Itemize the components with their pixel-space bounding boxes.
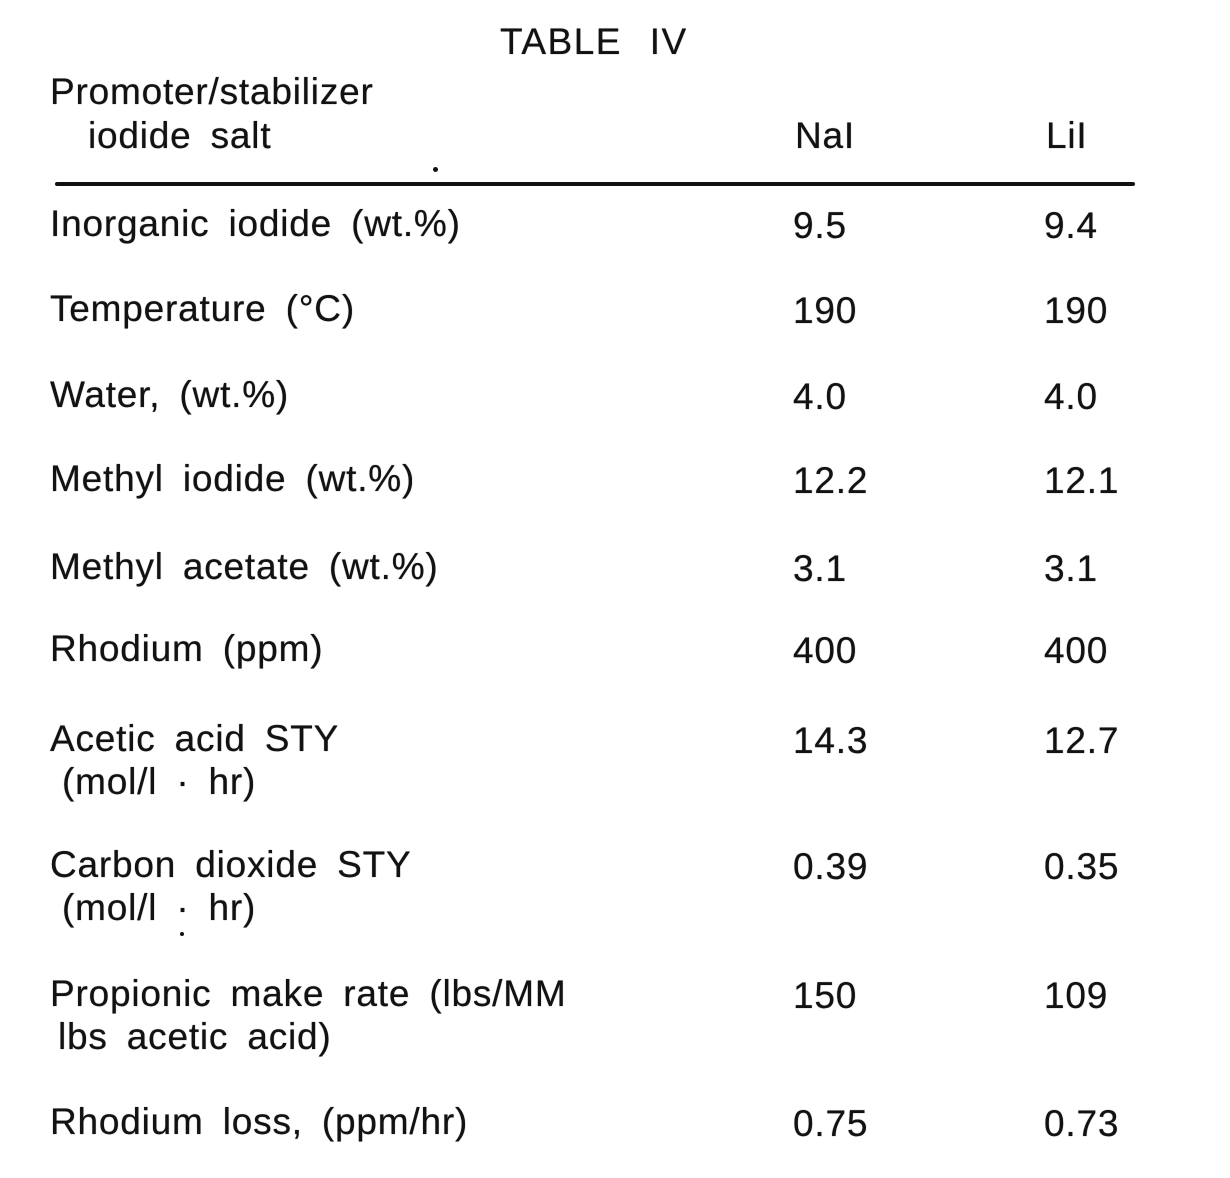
table-row xyxy=(0,287,1230,330)
row-label: Rhodium loss, (ppm/hr) xyxy=(50,1101,469,1142)
row-label: Methyl iodide (wt.%) xyxy=(50,458,416,499)
table-header-rule xyxy=(55,182,1135,186)
cell-value-nai: 3.1 xyxy=(793,548,847,589)
cell-value-nai: 14.3 xyxy=(793,720,869,761)
cell-value-nai: 150 xyxy=(793,975,858,1016)
column-headers xyxy=(0,115,1230,160)
table-row xyxy=(0,717,1230,803)
cell-value-nai: 9.5 xyxy=(793,205,847,246)
row-label: Carbon dioxide STY xyxy=(50,844,412,885)
cell-value-lii: 3.1 xyxy=(1044,548,1098,589)
row-label: Propionic make rate (lbs/MM xyxy=(50,973,567,1014)
cell-value-lii: 12.7 xyxy=(1044,720,1120,761)
row-label: Water, (wt.%) xyxy=(50,374,290,415)
stub-header-line1: Promoter/stabilizer xyxy=(50,71,374,112)
column-header-lii: LiI xyxy=(1046,115,1088,156)
table-row xyxy=(0,202,1230,245)
cell-value-lii: 4.0 xyxy=(1044,376,1098,417)
table-row xyxy=(0,373,1230,416)
row-label: Acetic acid STY xyxy=(50,718,340,759)
row-label-line2: (mol/l · hr) xyxy=(62,887,257,928)
cell-value-lii: 9.4 xyxy=(1044,205,1098,246)
cell-value-lii: 109 xyxy=(1044,975,1109,1016)
cell-value-lii: 0.35 xyxy=(1044,846,1120,887)
scan-artifact-dot xyxy=(433,167,438,172)
cell-value-lii: 12.1 xyxy=(1044,460,1120,501)
row-label-line2: (mol/l · hr) xyxy=(62,761,257,802)
table-row xyxy=(0,545,1230,588)
row-label: Methyl acetate (wt.%) xyxy=(50,546,439,587)
cell-value-nai: 190 xyxy=(793,290,858,331)
stub-header-line2: iodide salt xyxy=(88,115,272,156)
cell-value-nai: 400 xyxy=(793,630,858,671)
row-label: Rhodium (ppm) xyxy=(50,628,324,669)
table-row xyxy=(0,627,1230,670)
scan-artifact-dot xyxy=(180,932,184,936)
table-row xyxy=(0,1100,1230,1143)
cell-value-lii: 400 xyxy=(1044,630,1109,671)
table-row xyxy=(0,843,1230,929)
column-header-nai: NaI xyxy=(795,115,855,156)
table-row xyxy=(0,457,1230,500)
row-label: Inorganic iodide (wt.%) xyxy=(50,203,461,244)
cell-value-nai: 0.75 xyxy=(793,1103,869,1144)
row-label: Temperature (°C) xyxy=(50,288,355,329)
cell-value-lii: 190 xyxy=(1044,290,1109,331)
table-row xyxy=(0,972,1230,1058)
cell-value-nai: 4.0 xyxy=(793,376,847,417)
cell-value-lii: 0.73 xyxy=(1044,1103,1120,1144)
table-title: TABLE IV xyxy=(500,21,688,62)
row-label-line2: lbs acetic acid) xyxy=(58,1016,332,1057)
cell-value-nai: 12.2 xyxy=(793,460,869,501)
cell-value-nai: 0.39 xyxy=(793,846,869,887)
